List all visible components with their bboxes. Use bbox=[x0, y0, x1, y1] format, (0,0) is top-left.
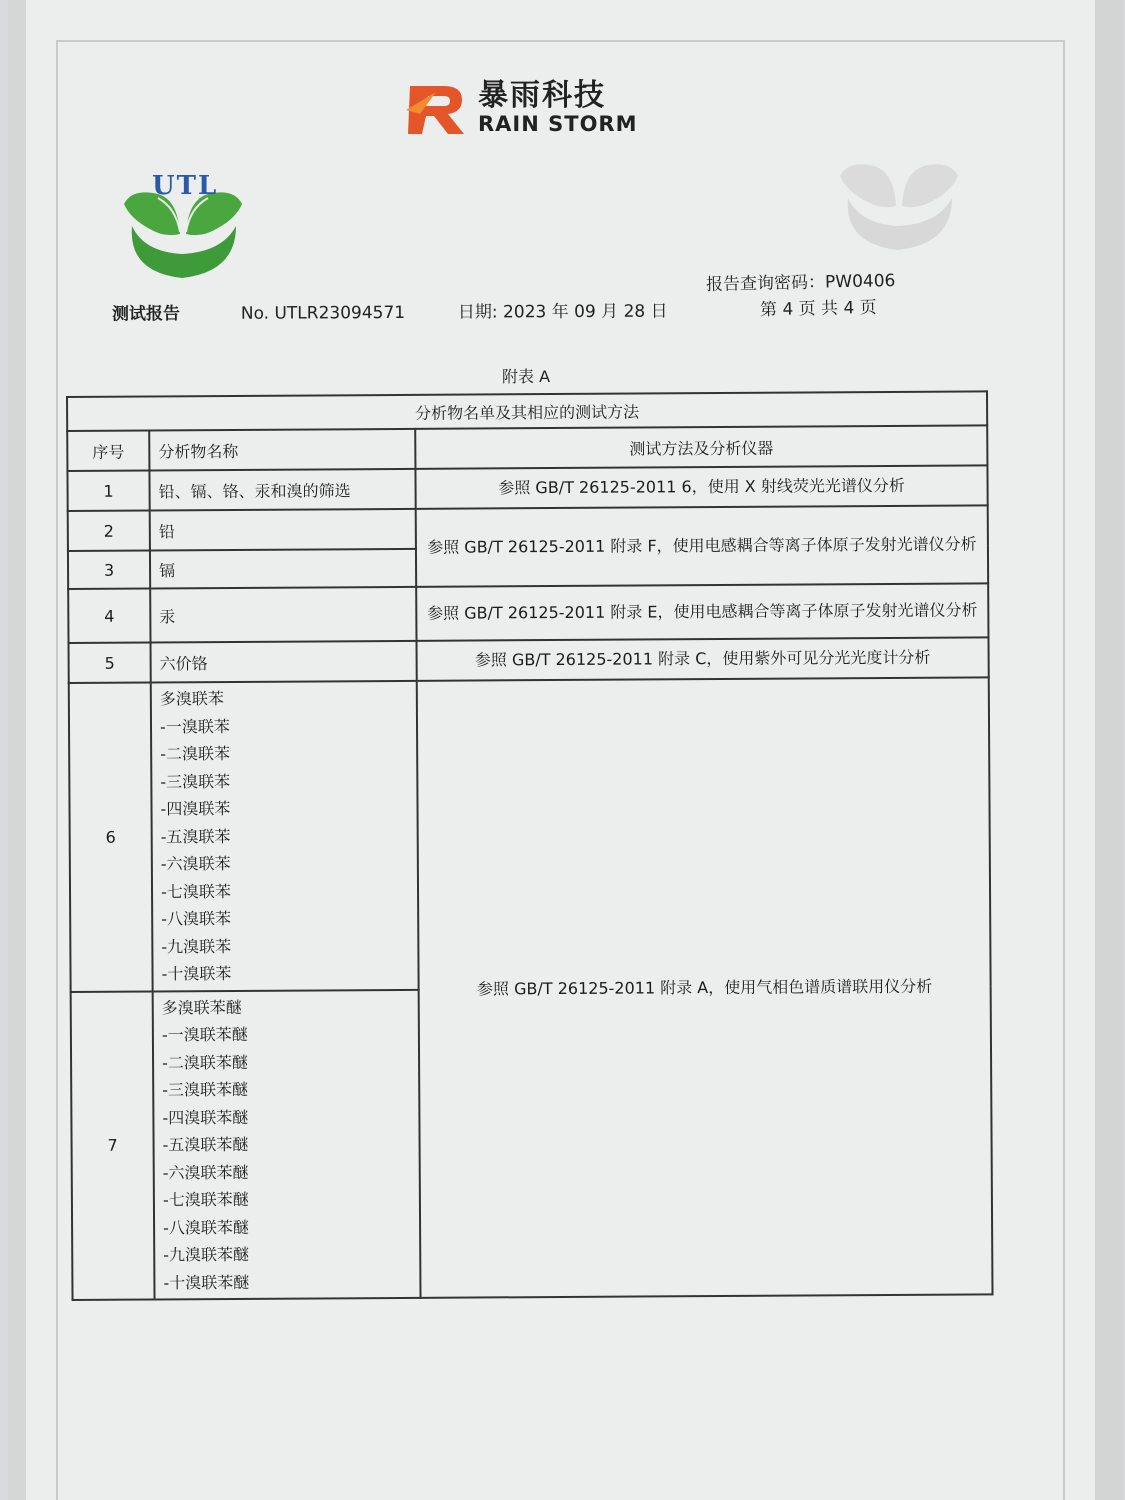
row-seq: 1 bbox=[67, 470, 149, 511]
query-code: 报告查询密码：PW0406 bbox=[705, 271, 896, 295]
analyte-list-item: -六溴联苯醚 bbox=[162, 1162, 249, 1182]
rainstorm-r-icon bbox=[406, 80, 468, 136]
report-page bbox=[8, 0, 1123, 1500]
report-info-line bbox=[112, 297, 668, 325]
analyte-list-item: -一溴联苯醚 bbox=[161, 1024, 248, 1045]
analyte-list-item: -一溴联苯 bbox=[159, 716, 230, 736]
report-label: 测试报告 bbox=[111, 304, 181, 325]
report-date: 日期: 2023 年 09 月 28 日 bbox=[457, 301, 668, 323]
analyte-list-item: -四溴联苯 bbox=[160, 799, 231, 819]
row-seq: 6 bbox=[69, 682, 153, 991]
rainstorm-logo bbox=[406, 80, 638, 136]
analyte-list-item: -六溴联苯 bbox=[160, 854, 231, 874]
row-seq: 5 bbox=[69, 642, 151, 683]
table-row bbox=[69, 637, 989, 683]
analyte-list-item: -二溴联苯 bbox=[160, 744, 231, 764]
analyte-list-item: -五溴联苯 bbox=[160, 826, 231, 846]
row-method: 参照 GB/T 26125-2011 附录 C，使用紫外可见分光光度计分析 bbox=[417, 637, 989, 680]
table-row bbox=[68, 583, 988, 643]
analyte-list-item: -七溴联苯醚 bbox=[162, 1189, 249, 1210]
analyte-group-name: 多溴联苯 bbox=[159, 689, 224, 709]
analyte-list-item: -十溴联苯醚 bbox=[163, 1272, 250, 1292]
row-method: 参照 GB/T 26125-2011 附录 E，使用电感耦合等离子体原子发射光谱仪分析 bbox=[416, 583, 988, 640]
analyte-list-item: -八溴联苯醚 bbox=[163, 1217, 249, 1237]
bleed-through-logo bbox=[834, 140, 964, 256]
row-seq: 2 bbox=[68, 510, 150, 551]
appendix-title: 附表 A bbox=[502, 367, 551, 386]
analyte-group-name: 多溴联苯醚 bbox=[161, 997, 242, 1017]
header-seq: 序号 bbox=[67, 430, 149, 471]
row-seq: 3 bbox=[68, 550, 150, 589]
row-method: 参照 GB/T 26125-2011 6，使用 X 射线荧光光谱仪分析 bbox=[415, 465, 987, 508]
analyte-list-item: -八溴联苯 bbox=[161, 909, 232, 929]
row-method: 参照 GB/T 26125-2011 附录 A，使用气相色谱质谱联用仪分析 bbox=[417, 677, 993, 1297]
brand-name-cn: 暴雨科技 bbox=[478, 78, 606, 113]
analyte-list-item: -二溴联苯醚 bbox=[162, 1052, 248, 1072]
analyte-list-item: -九溴联苯醚 bbox=[163, 1244, 250, 1265]
row-seq: 4 bbox=[68, 588, 150, 642]
analyte-list-item: -四溴联苯醚 bbox=[162, 1107, 249, 1127]
row-analyte-list bbox=[153, 989, 421, 1299]
utl-leaf-icon bbox=[118, 168, 248, 284]
row-analyte: 六价铬 bbox=[151, 641, 417, 683]
table-header-row bbox=[67, 425, 987, 471]
analyte-list-item: -十溴联苯 bbox=[161, 964, 232, 984]
analyte-list-item: -五溴联苯醚 bbox=[162, 1134, 249, 1155]
analyte-list-item: -三溴联苯 bbox=[160, 771, 231, 791]
row-analyte: 镉 bbox=[150, 549, 416, 589]
analyte-list-item: -七溴联苯 bbox=[160, 881, 231, 901]
header-method: 测试方法及分析仪器 bbox=[415, 425, 987, 468]
row-analyte: 汞 bbox=[150, 587, 416, 643]
row-method: 参照 GB/T 26125-2011 附录 F，使用电感耦合等离子体原子发射光谱仪分析 bbox=[416, 505, 988, 586]
table-title: 分析物名单及其相应的测试方法 bbox=[67, 391, 987, 431]
row-analyte-list bbox=[151, 681, 419, 991]
utl-logo bbox=[118, 168, 248, 284]
header-analyte: 分析物名称 bbox=[149, 429, 415, 471]
analyte-method-table bbox=[66, 390, 994, 1301]
row-seq: 7 bbox=[71, 991, 155, 1300]
analyte-list-item: -九溴联苯 bbox=[161, 936, 232, 956]
report-number: No. UTLR23094571 bbox=[240, 302, 406, 324]
table-row bbox=[68, 505, 988, 551]
row-analyte: 铅 bbox=[150, 509, 416, 551]
utl-logo-text: UTL bbox=[152, 171, 219, 201]
table-title-row bbox=[67, 391, 987, 431]
page-info: 第 4 页 共 4 页 bbox=[759, 297, 877, 321]
row-analyte: 铅、镉、铬、汞和溴的筛选 bbox=[149, 469, 415, 511]
table-row bbox=[69, 677, 991, 991]
brand-name-en: RAIN STORM bbox=[478, 112, 638, 136]
utl-watermark-icon bbox=[834, 140, 964, 256]
table-row bbox=[67, 465, 987, 511]
analyte-list-item: -三溴联苯醚 bbox=[162, 1079, 249, 1100]
